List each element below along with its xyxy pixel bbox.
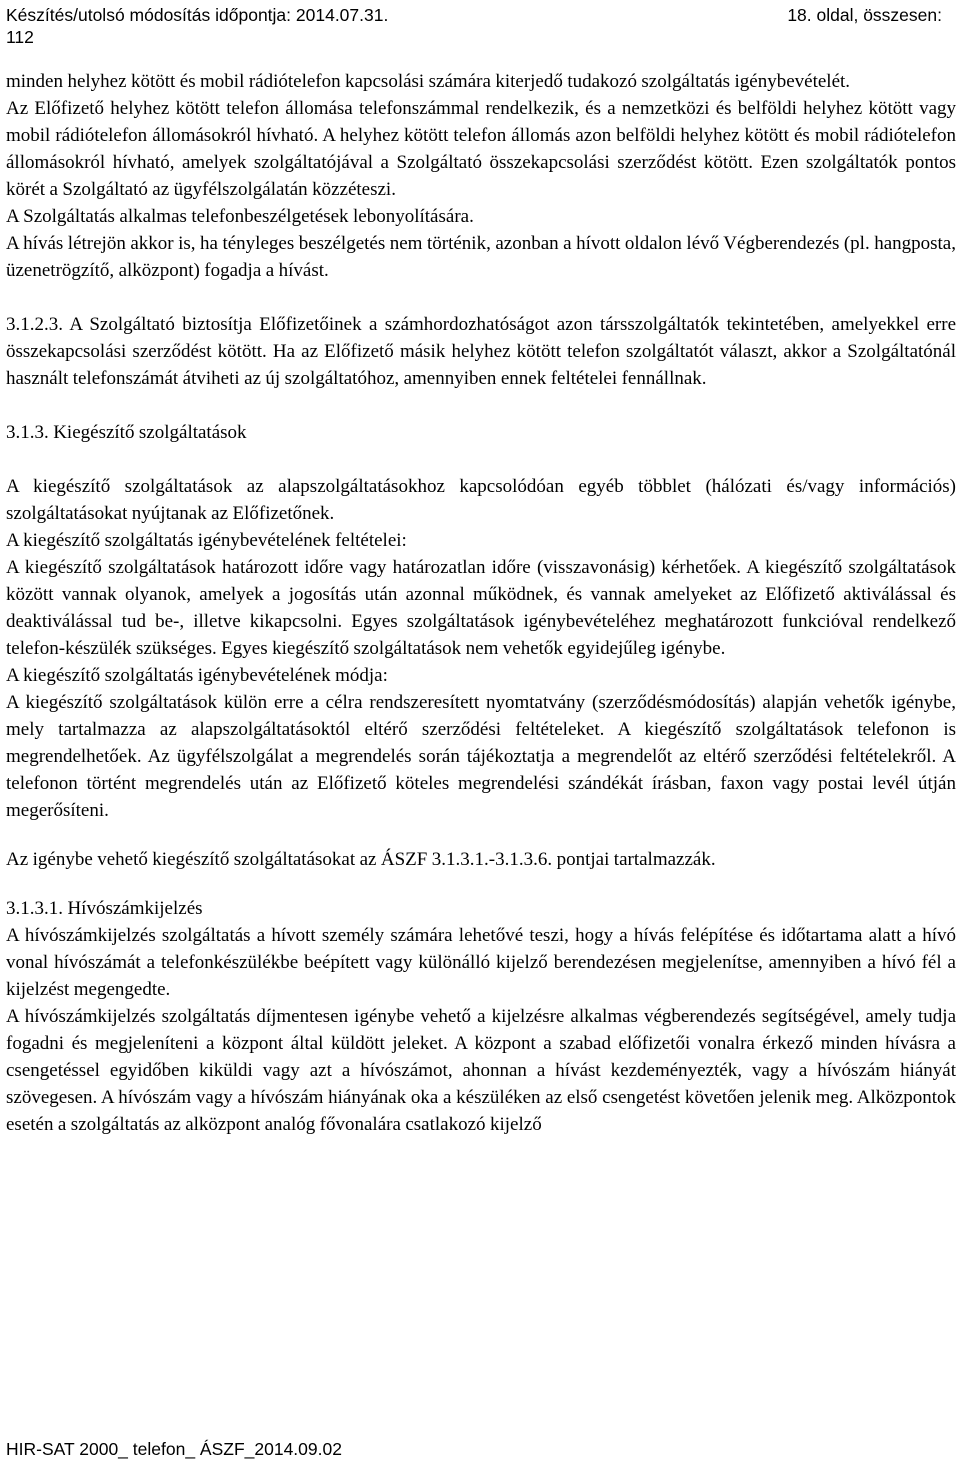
- header-page-number: 18. oldal, összesen:: [787, 5, 942, 25]
- header-total-pages: 112: [6, 27, 34, 47]
- paragraph-conditions: A kiegészítő szolgáltatások határozott időre vagy határozatlan időre (visszavonásig) kérhetőek. A kiegészítő szolgáltatások között vannak olyanok, amelyek a jogosítás után azonnal működnek, és vannak amelyeket az Előfizető aktiválással és deaktiválással tud be-, illetve kikapcsolni. Egyes szolgáltatások igénybevételéhez meghatározott funkcióval rendelkező telefon-készülék szükséges. Egyes kiegészítő szolgáltatások nem vehetők egyidejűleg igénybe.: [6, 557, 956, 659]
- paragraph-caller-id-free: A hívószámkijelzés szolgáltatás díjmentesen igénybe vehető a kijelzésre alkalmas végberendezés segítségével, amely tudja fogadni és megjeleníteni a központ által küldött jeleket. A központ a szabad előfizetői vonalra érkező minden hívásra a csengetéssel egyidőben kiküldi vagy azt a hívószámot, ahonnan a hívást kezdeményezték, vagy a hívószám hiányát szövegesen. A hívószám vagy a hívószám hiányának oka a készüléken az első csengetést követően jelenik meg. Alközpontok esetén a szolgáltatás az alközpont analóg fővonalára csatlakozó kijelző: [6, 1006, 956, 1135]
- paragraph-caller-id-description: A hívószámkijelzés szolgáltatás a hívott személy számára lehetővé teszi, hogy a hívás felépítése és időtartama alatt a hívó vonal hívószámát a telefonkészülékbe beépített vagy különálló kijelző berendezésen megjelenítse, amennyiben a hívó fél a kijelzést megengedte.: [6, 925, 956, 1000]
- paragraph-service-suitable: A Szolgáltatás alkalmas telefonbeszélgetések lebonyolítására.: [6, 206, 474, 227]
- paragraph-method-label: A kiegészítő szolgáltatás igénybevételének módja:: [6, 665, 388, 686]
- section-heading-supplementary-services: 3.1.3. Kiegészítő szolgáltatások: [6, 422, 247, 443]
- page-footer: HIR-SAT 2000_ telefon_ ÁSZF_2014.09.02: [6, 1439, 342, 1459]
- section-heading-caller-id: 3.1.3.1. Hívószámkijelzés: [6, 898, 203, 919]
- paragraph-conditions-label: A kiegészítő szolgáltatás igénybevételének feltételei:: [6, 530, 407, 551]
- paragraph-call-established: A hívás létrejön akkor is, ha tényleges beszélgetés nem történik, azonban a hívott oldalon lévő Végberendezés (pl. hangposta, üzenetrögzítő, alközpont) fogadja a hívást.: [6, 233, 956, 281]
- paragraph-method: A kiegészítő szolgáltatások külön erre a célra rendszeresített nyomtatvány (szerződésmódosítás) alapján vehetők igénybe, mely tartalmazza az alapszolgáltatásoktól eltérő szerződési feltételeket. A kiegészítő szolgáltatások telefonon is megrendelhetőek. Az ügyfélszolgálat a megrendelés során tájékoztatja a megrendelőt az eltérő szerződési feltételekről. A telefonon történt megrendelés után az Előfizető köteles megrendelési szándékát írásban, faxon vagy postai levél útján megerősíteni.: [6, 692, 956, 821]
- header-modified-date: Készítés/utolsó módosítás időpontja: 2014.07.31.: [6, 5, 389, 25]
- paragraph-number-portability: 3.1.2.3. A Szolgáltató biztosítja Előfizetőinek a számhordozhatóságot azon társszolgáltatók tekintetében, amelyekkel erre összekapcsolási szerződést kötött. Ha az Előfizető másik helyhez kötött telefon szolgáltatót választ, akkor a Szolgáltatónál használt telefonszámát átviheti az új szolgáltatóhoz, amennyiben ennek feltételei fennállnak.: [6, 314, 956, 389]
- paragraph-available-services: Az igénybe vehető kiegészítő szolgáltatásokat az ÁSZF 3.1.3.1.-3.1.3.6. pontjai tartalmazzák.: [6, 849, 716, 870]
- paragraph-fixed-station: Az Előfizető helyhez kötött telefon állomása telefonszámmal rendelkezik, és a nemzetközi és belföldi helyhez kötött vagy mobil rádiótelefon állomásokról hívható. A helyhez kötött telefon állomás azon belföldi helyhez kötött és mobil rádiótelefon állomásokról hívható, amelyek szolgáltatójával a Szolgáltató összekapcsolási szerződést kötött. Ezen szolgáltatók pontos körét a Szolgáltató az ügyfélszolgálatán közzéteszi.: [6, 98, 956, 200]
- paragraph-supplementary-intro: A kiegészítő szolgáltatások az alapszolgáltatásokhoz kapcsolódóan egyéb többlet (hálózati és/vagy információs) szolgáltatásokat nyújtanak az Előfizetőnek.: [6, 476, 956, 524]
- paragraph-directory-service: minden helyhez kötött és mobil rádiótelefon kapcsolási számára kiterjedő tudakozó szolgáltatás igénybevételét.: [6, 71, 851, 92]
- document-body: [6, 68, 956, 1138]
